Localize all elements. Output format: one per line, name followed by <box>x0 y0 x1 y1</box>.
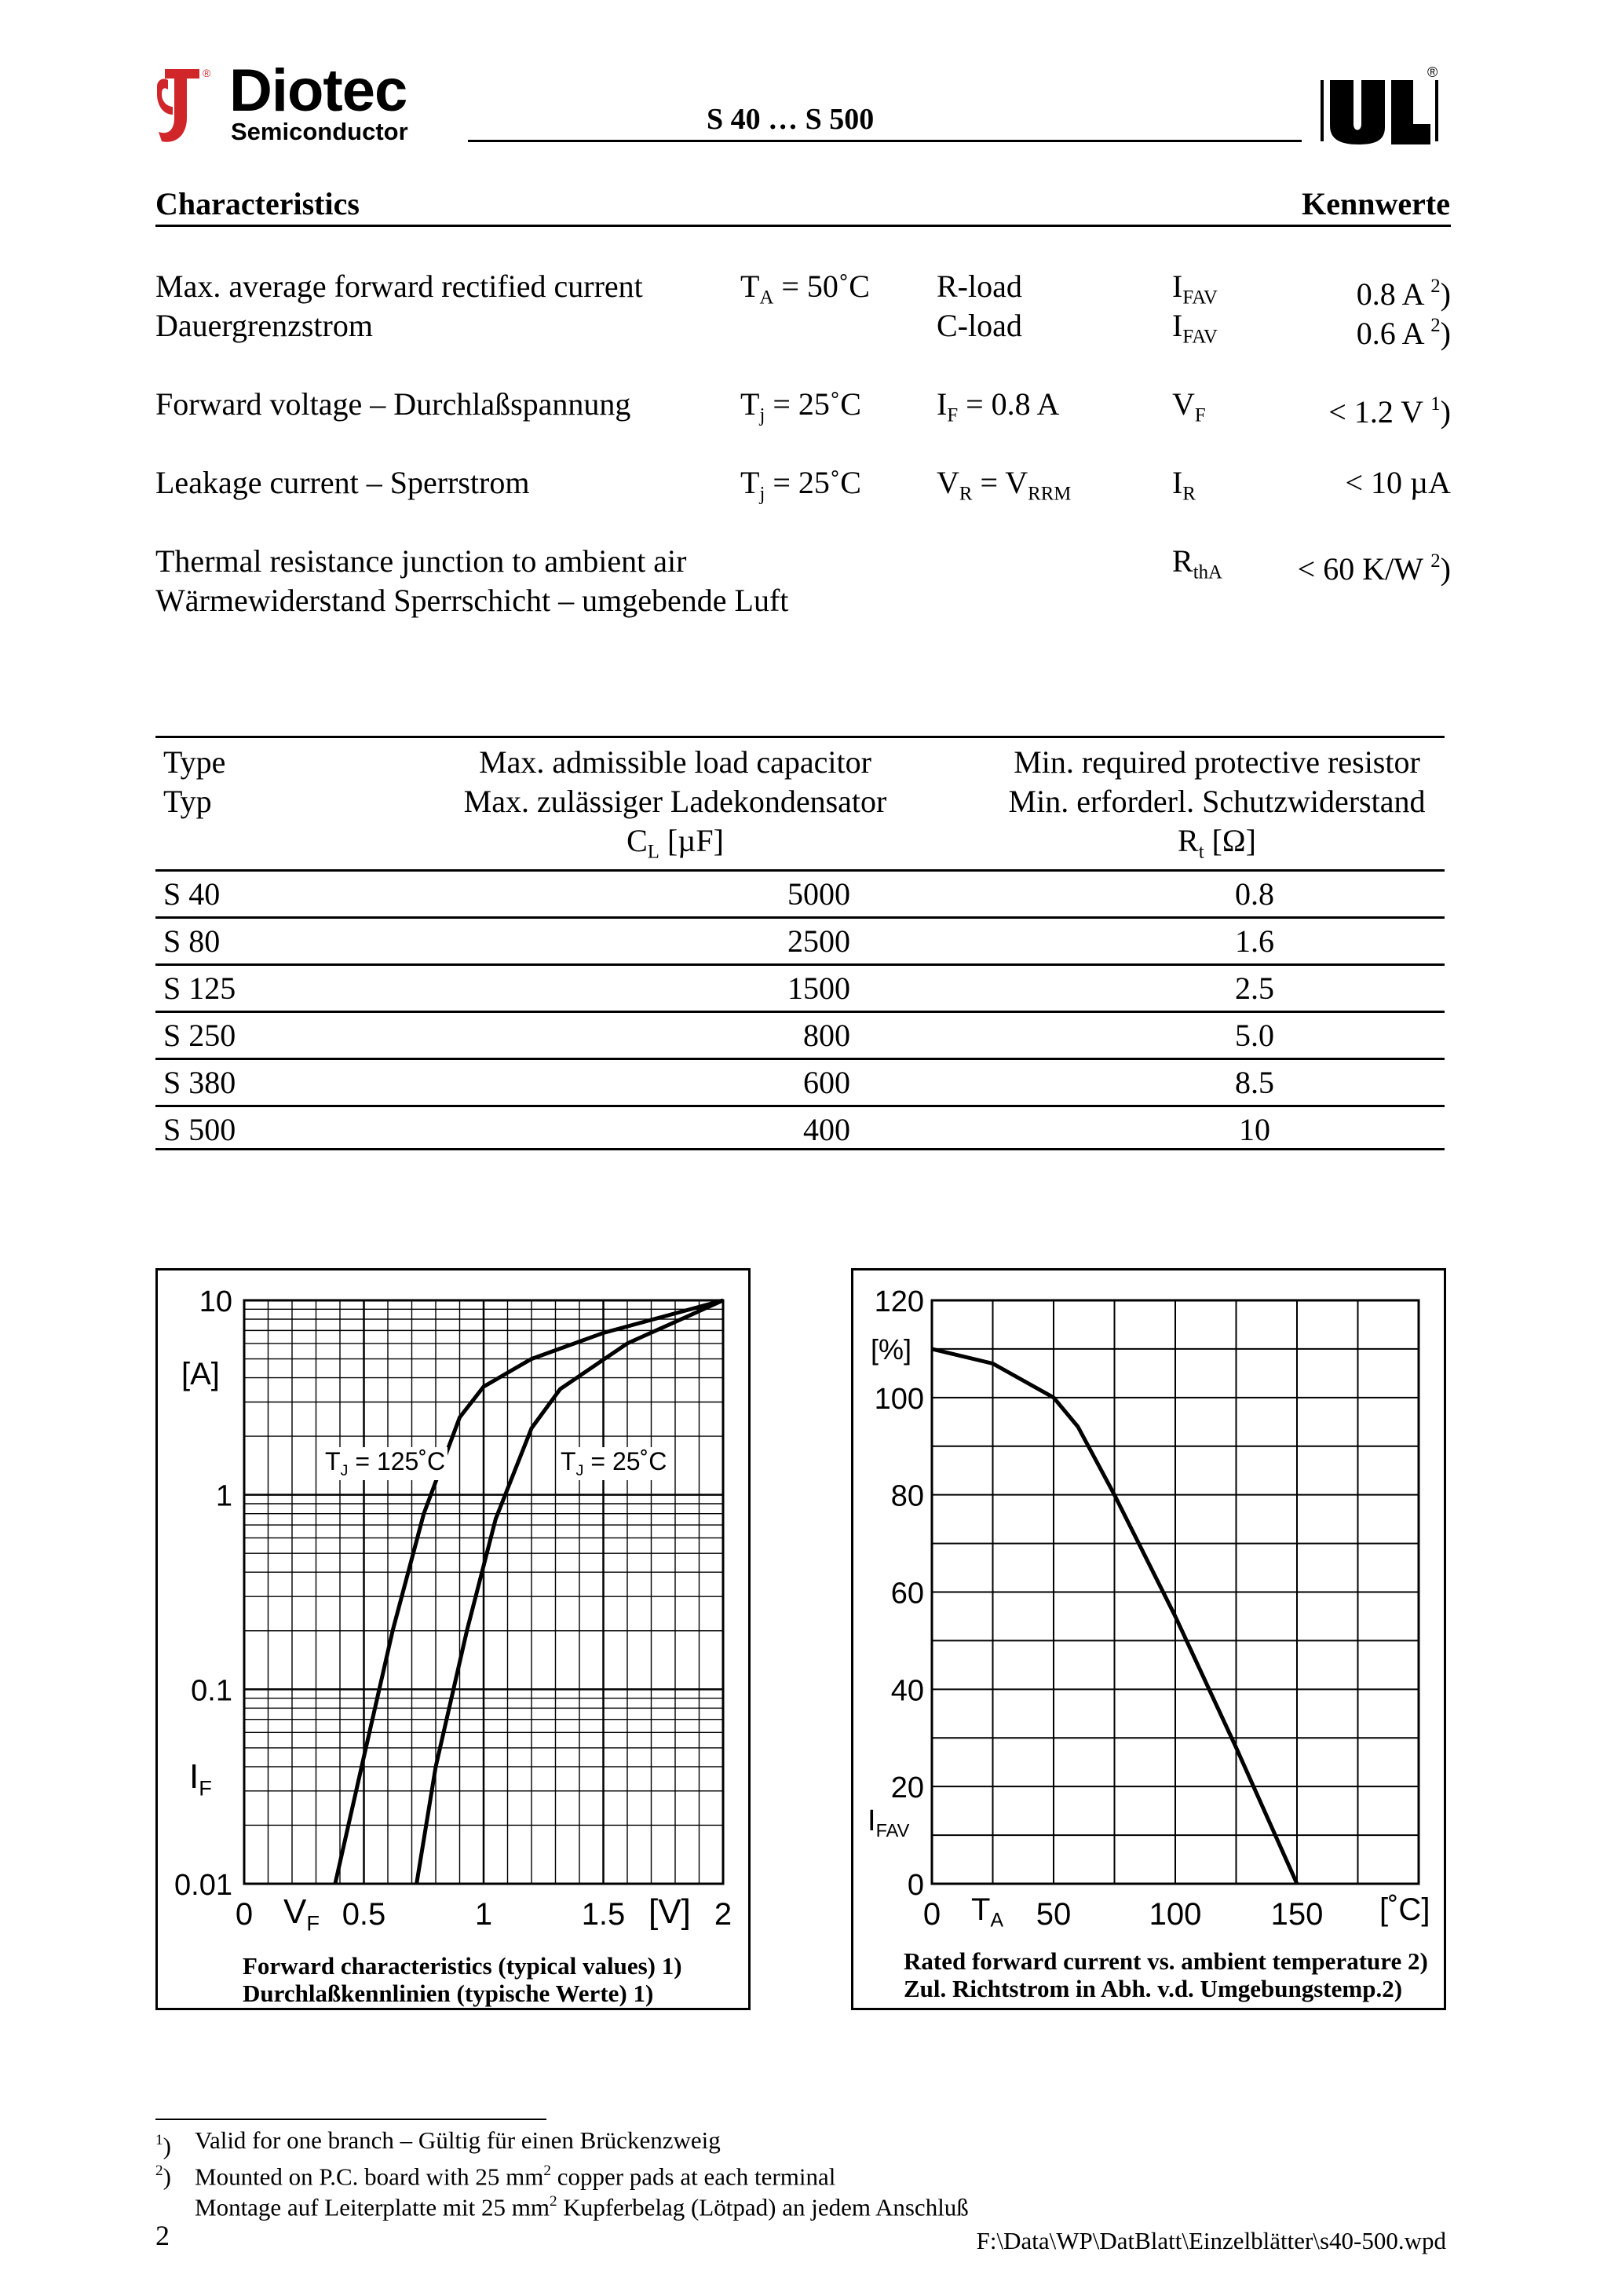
page-number: 2 <box>155 2220 170 2251</box>
chart1-y-label: $I_F$ <box>189 1757 212 1801</box>
y-tick-label: 100 <box>874 1382 924 1416</box>
table-cell-type: S 125 <box>163 971 236 1006</box>
y-tick-label: 0 <box>907 1869 924 1902</box>
table-row <box>155 919 1445 966</box>
char-symbol: $I_{FAV}$ <box>1172 308 1218 348</box>
chart1-y-unit: [A] <box>181 1357 220 1391</box>
table-cell-resistor: 8.5 <box>1235 1065 1274 1100</box>
char-condition-2: $V_R = V_{RRM}$ <box>937 465 1072 505</box>
brand-sub: Semiconductor <box>231 118 408 145</box>
char-condition-2: R-load <box>937 269 1022 304</box>
table-row <box>155 872 1445 919</box>
table-row <box>155 1060 1445 1107</box>
ul-logo-icon <box>1313 63 1446 149</box>
x-tick-label: 0 <box>235 1897 254 1932</box>
table-cell-capacitor: 1500 <box>787 971 850 1006</box>
table-row-rule <box>155 1148 1445 1150</box>
footnote-1: $^1$) <box>155 2132 171 2160</box>
table-cell-capacitor: 2500 <box>787 923 850 959</box>
diotec-logo <box>154 57 444 149</box>
char-value: 0.8 A $^2$) <box>1356 276 1451 313</box>
char-value: < 1.2 V $^1$) <box>1328 393 1451 430</box>
y-tick-label: 40 <box>890 1674 924 1708</box>
table-cell-resistor: 1.6 <box>1235 923 1274 959</box>
table-cell-type: S 80 <box>163 923 221 959</box>
table-cell-resistor: 5.0 <box>1235 1018 1274 1053</box>
y-tick-label: 80 <box>890 1479 924 1513</box>
ul-logo <box>1313 63 1446 149</box>
char-symbol: $I_R$ <box>1172 465 1196 505</box>
svg-text:®: ® <box>1427 64 1438 80</box>
series-line-0 <box>335 1300 723 1884</box>
table-cell-type: S 40 <box>163 876 221 912</box>
y-tick-label: 60 <box>890 1577 924 1610</box>
table-cell-capacitor: 800 <box>803 1018 850 1053</box>
char-condition-2: $I_F = 0.8$ A <box>937 386 1060 426</box>
x-tick-label: 150 <box>1270 1897 1324 1932</box>
part-range-title: S 40 … S 500 <box>707 103 875 136</box>
chart2-y-unit: [%] <box>871 1333 912 1366</box>
x-tick-label: 50 <box>1036 1897 1072 1932</box>
chart1-x-label: $V_F$ <box>283 1892 320 1936</box>
chart1-series-label-125: $T_J$ = 125˚C <box>323 1447 448 1480</box>
y-tick-label: 120 <box>874 1285 924 1318</box>
rated-current-plot <box>853 1270 1444 2008</box>
table-cell-resistor: 10 <box>1239 1112 1270 1147</box>
footnote-rule <box>155 2119 546 2120</box>
table-header-resistor: Min. required protective resistor Min. erforderl. Schutzwiderstand $R_t$ [Ω] <box>1008 744 1426 863</box>
table-cell-type: S 250 <box>163 1018 236 1053</box>
y-tick-label: 0.01 <box>174 1869 232 1902</box>
char-symbol: $V_F$ <box>1172 386 1206 426</box>
file-path: F:\Data\WP\DatBlatt\Einzelblätter\s40-500.wpd <box>976 2227 1446 2254</box>
char-symbol: $R_{thA}$ <box>1172 543 1222 583</box>
series-line-1 <box>417 1300 723 1884</box>
table-row <box>155 966 1445 1013</box>
header-underline <box>468 140 1302 142</box>
table-cell-capacitor: 400 <box>803 1112 850 1147</box>
footnote-1-text: Valid for one branch – Gültig für einen Brückenzweig <box>195 2126 721 2154</box>
char-value: < 10 µA <box>1345 465 1451 500</box>
char-label: Wärmewiderstand Sperrschicht – umgebende Luft <box>155 583 789 618</box>
table-cell-capacitor: 600 <box>803 1065 850 1100</box>
x-tick-label: 0.5 <box>342 1897 386 1932</box>
x-tick-label: 0 <box>922 1897 941 1932</box>
chart1-caption: Forward characteristics (typical values) 1) Durchlaßkennlinien (typische Werte) 1) <box>243 1952 682 2007</box>
rated-current-chart <box>851 1268 1446 2010</box>
y-tick-label: 10 <box>199 1285 232 1318</box>
table-cell-capacitor: 5000 <box>787 876 850 912</box>
x-tick-label: 2 <box>714 1897 732 1932</box>
char-label: Leakage current – Sperrstrom <box>155 465 530 500</box>
table-cell-type: S 380 <box>163 1065 236 1100</box>
char-label: Max. average forward rectified current <box>155 269 643 304</box>
svg-text:®: ® <box>203 67 211 79</box>
section-title-de: Kennwerte <box>1302 186 1450 221</box>
chart2-x-unit: [˚C] <box>1379 1892 1430 1927</box>
table-row <box>155 1107 1445 1154</box>
table-cell-resistor: 0.8 <box>1235 876 1274 912</box>
char-condition: $T_j$ = 25˚C <box>740 465 861 505</box>
forward-characteristics-chart <box>155 1268 751 2010</box>
char-condition: $T_j$ = 25˚C <box>740 386 861 426</box>
diotec-logo-icon <box>154 63 218 148</box>
footnote-2: $^2$) <box>155 2163 171 2191</box>
table-header-type: Type Typ <box>163 744 226 819</box>
char-symbol: $I_{FAV}$ <box>1172 269 1218 309</box>
table-header-capacitor: Max. admissible load capacitor Max. zulässiger Ladekondensator $C_L$ [µF] <box>463 744 887 863</box>
y-tick-label: 20 <box>890 1771 924 1805</box>
char-value: 0.6 A $^2$) <box>1356 315 1451 352</box>
x-tick-label: 1 <box>474 1897 493 1932</box>
chart2-y-label: $I_{FAV}$ <box>868 1804 910 1841</box>
chart2-caption: Rated forward current vs. ambient temperature 2) Zul. Richtstrom in Abh. v.d. Umgebungstemp.2) <box>904 1947 1428 2002</box>
char-label: Dauergrenzstrom <box>155 308 373 343</box>
table-cell-type: S 500 <box>163 1112 236 1147</box>
y-tick-label: 1 <box>215 1479 232 1513</box>
chart2-x-label: $T_A$ <box>971 1892 1003 1932</box>
footnote-2-text-de: Montage auf Leiterplatte mit 25 $mm^2$ Kupferbelag (Lötpad) an jedem Anschluß <box>195 2193 969 2221</box>
char-condition-2: C-load <box>937 308 1022 343</box>
x-tick-label: 1.5 <box>581 1897 626 1932</box>
section-rule <box>155 225 1451 227</box>
footnote-2-text: Mounted on P.C. board with 25 $mm^2$ copper pads at each terminal <box>195 2163 836 2191</box>
brand-name: Diotec <box>229 57 407 124</box>
x-tick-label: 100 <box>1149 1897 1202 1932</box>
y-tick-label: 0.1 <box>191 1674 232 1708</box>
char-value: < 60 K/W $^2$) <box>1297 550 1451 587</box>
table-top-rule <box>155 736 1445 738</box>
chart1-series-label-25: $T_J$ = 25˚C <box>558 1447 669 1480</box>
table-cell-resistor: 2.5 <box>1235 971 1274 1006</box>
char-condition: $T_A$ = 50˚C <box>740 269 870 309</box>
char-label: Forward voltage – Durchlaßspannung <box>155 386 631 422</box>
section-title-en: Characteristics <box>155 186 360 221</box>
table-row <box>155 1013 1445 1060</box>
char-label: Thermal resistance junction to ambient air <box>155 543 687 579</box>
chart1-x-unit: [V] <box>648 1892 691 1931</box>
